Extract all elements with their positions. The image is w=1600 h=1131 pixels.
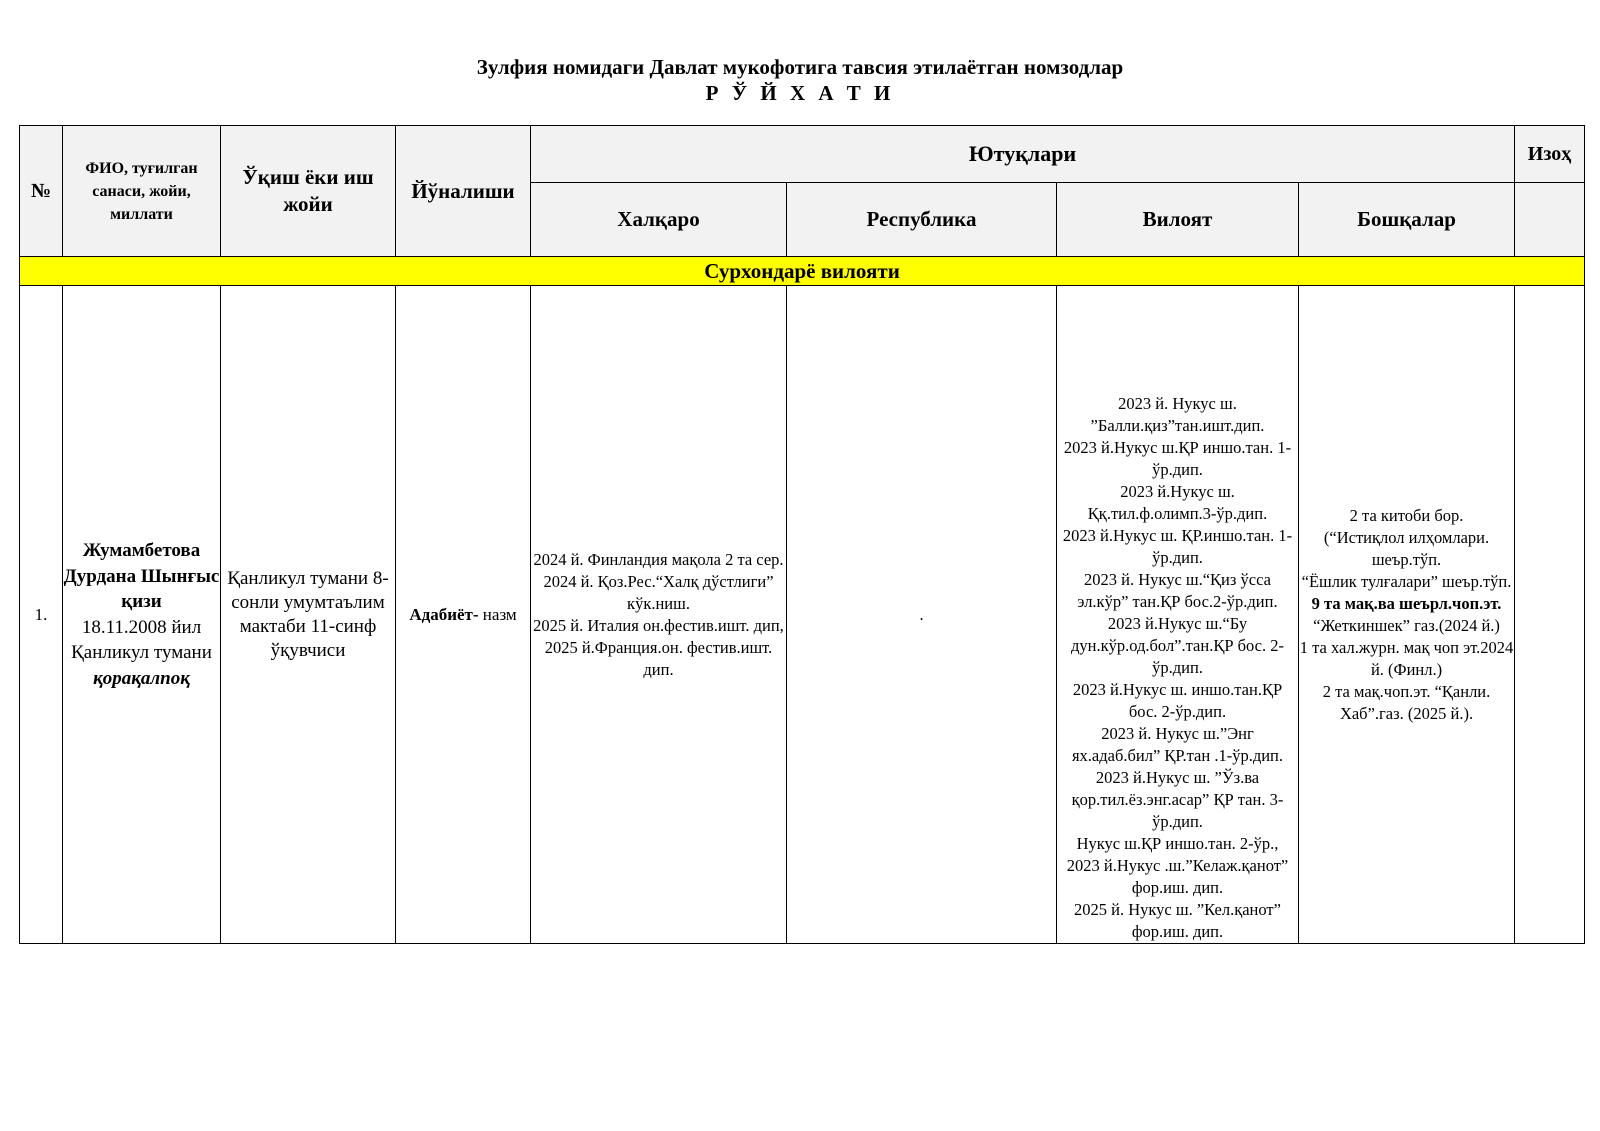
row-number: 1. xyxy=(20,286,63,944)
region-item: 2023 й.Нукус .ш.”Келаж.қанот” фор.иш. дип. xyxy=(1066,856,1289,897)
international-item: 2024 й. Қоз.Рес.“Халқ дўстлиги” кўк.ниш. xyxy=(543,571,774,613)
region-item: 2023 й.Нукус ш.ҚР иншо.тан. 1-ўр.дип. xyxy=(1063,438,1292,479)
international-achievements xyxy=(531,286,787,944)
region-item: 2023 й.Нукус ш.“Бу дун.кўр.од.бол”.тан.ҚР бос. 2-ўр.дип. xyxy=(1070,614,1285,677)
candidates-table xyxy=(19,125,1585,944)
other-achievements xyxy=(1299,286,1515,944)
other-item: (“Истиқлол илҳомлари. шеър.тўп. xyxy=(1323,527,1490,569)
other-item: “Жеткиншек” газ.(2024 й.) xyxy=(1313,615,1500,635)
region-achievements xyxy=(1057,286,1299,944)
header-study: Ўқиш ёки иш жойи xyxy=(221,126,396,257)
other-item: 1 та хал.журн. мақ чоп эт.2024 й. (Финл.) xyxy=(1299,637,1514,679)
other-item: 2 та мақ.чоп.эт. “Қанли. Хаб”.газ. (2025 й.). xyxy=(1322,681,1491,723)
region-item: 2025 й. Нукус ш. ”Кел.қанот” фор.иш. дип. xyxy=(1074,900,1281,941)
region-item: 2023 й. Нукус ш.“Қиз ўсса эл.кўр” тан.ҚР бос.2-ўр.дип. xyxy=(1077,570,1278,611)
candidate-direction xyxy=(396,286,531,944)
candidate-study: Қанликул тумани 8-сонли умумтаълим мактаби 11-синф ўқувчиси xyxy=(221,286,396,944)
other-item: “Ёшлик тулғалари” шеър.тўп. xyxy=(1301,571,1512,591)
other-item-bold: 9 та мақ.ва шеърл.чоп.эт. xyxy=(1311,593,1502,613)
header-region: Вилоят xyxy=(1057,183,1299,257)
other-item: 2 та китоби бор. xyxy=(1349,505,1464,525)
title-line2: Р Ў Й Х А Т И xyxy=(705,81,895,105)
candidate-fio xyxy=(63,286,221,944)
header-achievements: Ютуқлари xyxy=(531,126,1515,183)
region-item: 2023 й.Нукус ш. ҚР.иншо.тан. 1-ўр.дип. xyxy=(1062,526,1293,567)
title-line1: Зулфия номидаги Давлат мукофотига тавсия этилаётган номзодлар xyxy=(476,55,1124,79)
region-item: 2023 й. Нукус ш.”Энг ях.адаб.бил” ҚР.тан .1-ўр.дип. xyxy=(1071,724,1284,765)
header-fio: ФИО, туғилган санаси, жойи, миллати xyxy=(63,126,221,257)
region-item: 2023 й. Нукус ш. ”Балли.қиз”тан.ишт.дип. xyxy=(1090,394,1265,435)
table-row xyxy=(20,286,1585,944)
region-item: 2023 й.Нукус ш. ”Ўз.ва қор.тил.ёз.энг.асар” ҚР тан. 3-ўр.дип. xyxy=(1071,768,1284,831)
direction-bold: Адабиёт- xyxy=(409,604,479,624)
region-row: Сурхондарё вилояти xyxy=(20,257,1585,286)
region-item: Нукус ш.ҚР иншо.тан. 2-ўр., xyxy=(1076,834,1279,853)
header-other: Бошқалар xyxy=(1299,183,1515,257)
republic-achievements: . xyxy=(787,286,1057,944)
candidate-nationality: қорақалпоқ xyxy=(93,667,190,689)
header-international: Халқаро xyxy=(531,183,787,257)
header-republic: Республика xyxy=(787,183,1057,257)
candidate-name: Жумамбетова Дурдана Шынғыс қизи xyxy=(63,540,220,612)
document-title xyxy=(0,54,1600,106)
candidate-birth: 18.11.2008 йил Қанликул тумани xyxy=(71,616,212,663)
header-note: Изоҳ xyxy=(1515,126,1585,183)
header-note-empty xyxy=(1515,183,1585,257)
note-cell xyxy=(1515,286,1585,944)
header-direction: Йўналиши xyxy=(396,126,531,257)
direction-rest: назм xyxy=(478,604,517,624)
international-item: 2025 й.Франция.он. фестив.ишт. дип. xyxy=(544,637,773,679)
region-item: 2023 й.Нукус ш. Ққ.тил.ф.олимп.3-ўр.дип. xyxy=(1087,482,1268,523)
region-item: 2023 й.Нукус ш. иншо.тан.ҚР бос. 2-ўр.дип. xyxy=(1072,680,1283,721)
header-num: № xyxy=(20,126,63,257)
international-item: 2024 й. Финландия мақола 2 та сер. xyxy=(533,549,784,569)
international-item: 2025 й. Италия он.фестив.ишт. дип, xyxy=(533,615,784,635)
